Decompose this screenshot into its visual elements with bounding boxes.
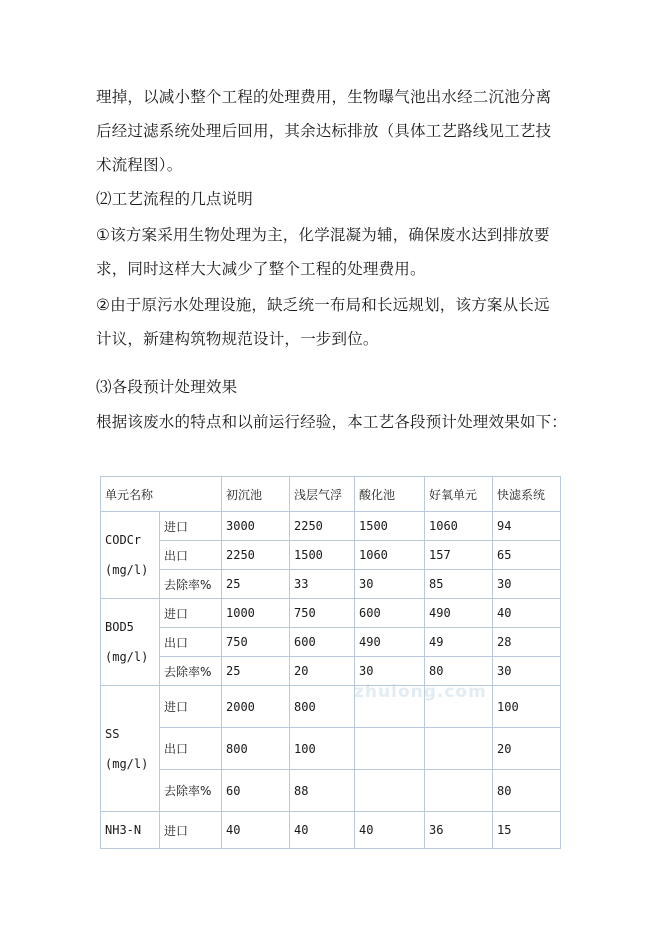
- table-cell: 750: [290, 599, 355, 628]
- table-cell: 30: [355, 570, 425, 599]
- list-item-2: [96, 288, 576, 356]
- paragraph-line: 后经过滤系统处理后回用，其余达标排放（具体工艺路线见工艺技: [96, 122, 552, 140]
- table-cell: 750: [222, 628, 290, 657]
- table-cell: 3000: [222, 512, 290, 541]
- table-cell: [425, 770, 493, 812]
- table-cell: 85: [425, 570, 493, 599]
- group-name: CODCr: [105, 533, 142, 547]
- paragraph-line: 求，同时这样大大减少了整个工程的处理费用。: [96, 260, 426, 278]
- row-label: 出口: [160, 728, 222, 770]
- table-cell: 20: [493, 728, 561, 770]
- table-cell: 40: [355, 812, 425, 849]
- table-cell: 800: [222, 728, 290, 770]
- row-label: 去除率%: [160, 770, 222, 812]
- table-cell: 65: [493, 541, 561, 570]
- table-cell: 40: [290, 812, 355, 849]
- group-cell-ss: [101, 686, 160, 812]
- table-cell: [355, 686, 425, 728]
- table-cell: 30: [355, 657, 425, 686]
- row-label: 进口: [160, 812, 222, 849]
- paragraph-line: ②由于原污水处理设施，缺乏统一布局和长远规划，该方案从长远: [96, 296, 550, 314]
- table-cell: 30: [493, 657, 561, 686]
- table-cell: 20: [290, 657, 355, 686]
- table-cell: 2250: [290, 512, 355, 541]
- table-cell: 80: [425, 657, 493, 686]
- table-cell: 49: [425, 628, 493, 657]
- table-cell: [355, 728, 425, 770]
- intro-paragraph: 根据该废水的特点和以前运行经验，本工艺各段预计处理效果如下：: [96, 413, 568, 431]
- table-cell: 600: [290, 628, 355, 657]
- row-label: 出口: [160, 541, 222, 570]
- table-cell: 600: [355, 599, 425, 628]
- group-cell-nh3n: [101, 812, 160, 849]
- table-cell: 33: [290, 570, 355, 599]
- header-unit-name: 单元名称: [101, 477, 222, 512]
- table-cell: 157: [425, 541, 493, 570]
- group-name: BOD5: [105, 620, 134, 634]
- table-row: [101, 770, 561, 812]
- table-cell: 490: [355, 628, 425, 657]
- paragraph-line: 术流程图）。: [96, 156, 183, 174]
- table-cell: 2250: [222, 541, 290, 570]
- header-cell: 初沉池: [222, 477, 290, 512]
- table-cell: 88: [290, 770, 355, 812]
- table-cell: 30: [493, 570, 561, 599]
- table-row: [101, 599, 561, 628]
- row-label: 去除率%: [160, 570, 222, 599]
- table-cell: 1060: [355, 541, 425, 570]
- row-label: 出口: [160, 628, 222, 657]
- row-label: 进口: [160, 599, 222, 628]
- table-row: [101, 728, 561, 770]
- group-cell-bod5: [101, 599, 160, 686]
- treatment-effect-table: [100, 476, 561, 849]
- group-unit: (mg/l): [105, 650, 149, 664]
- header-cell: 酸化池: [355, 477, 425, 512]
- row-label: 去除率%: [160, 657, 222, 686]
- table-cell: 100: [493, 686, 561, 728]
- paragraph-line: 计议，新建构筑物规范设计，一步到位。: [96, 330, 379, 348]
- table-cell: 100: [290, 728, 355, 770]
- table-row: [101, 628, 561, 657]
- table-row: [101, 512, 561, 541]
- table-cell: 1500: [355, 512, 425, 541]
- row-label: 进口: [160, 512, 222, 541]
- table-cell: 25: [222, 570, 290, 599]
- group-name: SS: [105, 726, 120, 741]
- paragraph-line: ①该方案采用生物处理为主，化学混凝为辅，确保废水达到排放要: [96, 226, 550, 244]
- table-cell: 1060: [425, 512, 493, 541]
- watermark: zhulong.com: [354, 682, 487, 702]
- table-cell: 28: [493, 628, 561, 657]
- table-cell: 490: [425, 599, 493, 628]
- table-header-row: [101, 477, 561, 512]
- table-cell: 800: [290, 686, 355, 728]
- table-cell: 40: [222, 812, 290, 849]
- table-cell: 25: [222, 657, 290, 686]
- group-unit: (mg/l): [105, 756, 149, 771]
- table-row: [101, 657, 561, 686]
- table-row: [101, 541, 561, 570]
- table-cell: [425, 728, 493, 770]
- table-row: [101, 570, 561, 599]
- table-cell: 1000: [222, 599, 290, 628]
- table-cell: 36: [425, 812, 493, 849]
- group-name: NH3-N: [105, 823, 142, 837]
- table-cell: 94: [493, 512, 561, 541]
- group-cell-codcr: [101, 512, 160, 599]
- section-heading-3: ⑶各段预计处理效果: [96, 378, 238, 396]
- table-cell: 15: [493, 812, 561, 849]
- group-unit: (mg/l): [105, 563, 149, 577]
- section-heading-2: ⑵工艺流程的几点说明: [96, 190, 254, 208]
- table-cell: 1500: [290, 541, 355, 570]
- table-cell: 2000: [222, 686, 290, 728]
- header-cell: 快滤系统: [493, 477, 561, 512]
- table-cell: [355, 770, 425, 812]
- header-cell: 浅层气浮: [290, 477, 355, 512]
- table-cell: 60: [222, 770, 290, 812]
- table-cell: 80: [493, 770, 561, 812]
- list-item-1: [96, 218, 576, 286]
- table-row: [101, 686, 561, 728]
- table-cell: 40: [493, 599, 561, 628]
- paragraph-line: 理掉，以减小整个工程的处理费用，生物曝气池出水经二沉池分离: [96, 88, 552, 106]
- table-row: [101, 812, 561, 849]
- row-label: 进口: [160, 686, 222, 728]
- header-cell: 好氧单元: [425, 477, 493, 512]
- body-paragraph-1: [96, 80, 576, 182]
- table-cell: [425, 686, 493, 728]
